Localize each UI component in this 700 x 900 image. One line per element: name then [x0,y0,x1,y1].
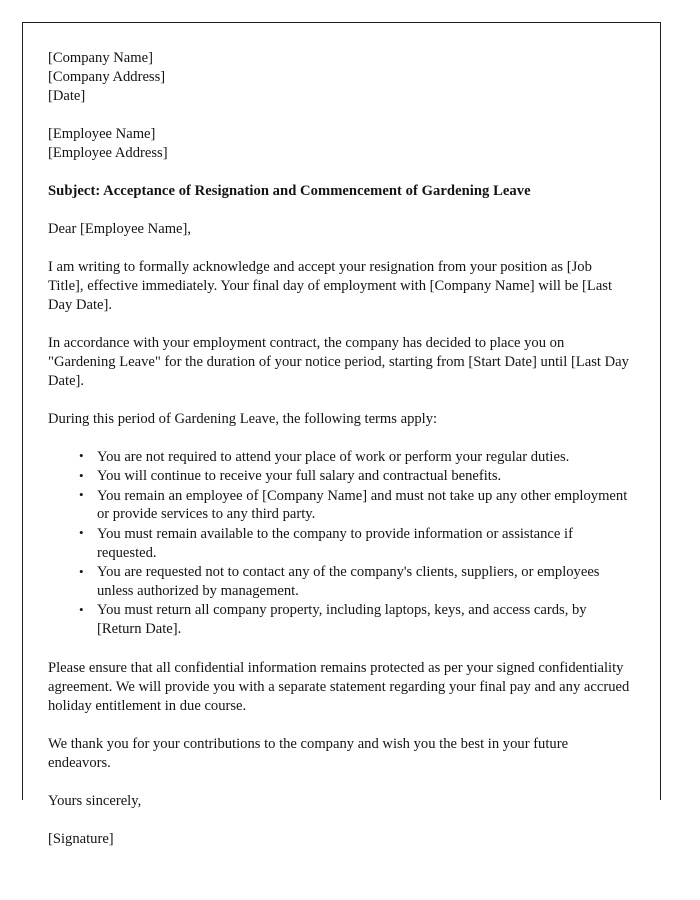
signature-placeholder: [Signature] [48,830,114,847]
list-item: • You remain an employee of [Company Name] and must not take up any other employment or provide services to any third party. [79,487,630,525]
list-item: • You must return all company property, including laptops, keys, and access cards, by [Return Date]. [79,601,630,639]
paragraph-gardening-leave: In accordance with your employment contract, the company has decided to place you on "Gardening Leave" for the duration of your notice period, starting from [Start Date] until [Last Day Date]. [48,335,629,389]
list-item: • You are requested not to contact any of the company's clients, suppliers, or employees unless authorized by management. [79,563,630,601]
sender-address-line: [Company Address] [48,68,166,85]
paragraph-terms-intro: During this period of Gardening Leave, the following terms apply: [48,410,438,427]
salutation: Dear [Employee Name], [48,221,192,238]
list-item: • You must remain available to the company to provide information or assistance if requested. [79,525,630,563]
terms-list [48,448,630,640]
recipient-address-line: [Employee Address] [48,144,168,161]
list-item: • You are not required to attend your place of work or perform your regular duties. [79,448,630,467]
document-page [22,22,661,847]
closing-salutation: Yours sincerely, [48,792,142,809]
recipient-address-line: [Employee Name] [48,125,156,142]
recipient-address-block [48,125,630,163]
list-item: • You will continue to receive your full salary and contractual benefits. [79,467,630,486]
paragraph-intro: I am writing to formally acknowledge and accept your resignation from your position as [Job Title], effective immediately. Your final day of employment with [Company Name] will be [Last Day Date]. [48,259,613,314]
sender-address-block [48,49,630,106]
letter-body [48,49,630,849]
subject-line: Subject: Acceptance of Resignation and Commencement of Gardening Leave [48,182,531,199]
paragraph-confidentiality: Please ensure that all confidential information remains protected as per your signed confidentiality agreement. We will provide you with a separate statement regarding your final pay and any accrued holiday entitlement in due course. [48,660,630,715]
sender-address-line: [Company Name] [48,50,153,66]
sender-address-line: [Date] [48,87,86,104]
paragraph-thanks: We thank you for your contributions to the company and wish you the best in your future endeavors. [48,735,569,771]
